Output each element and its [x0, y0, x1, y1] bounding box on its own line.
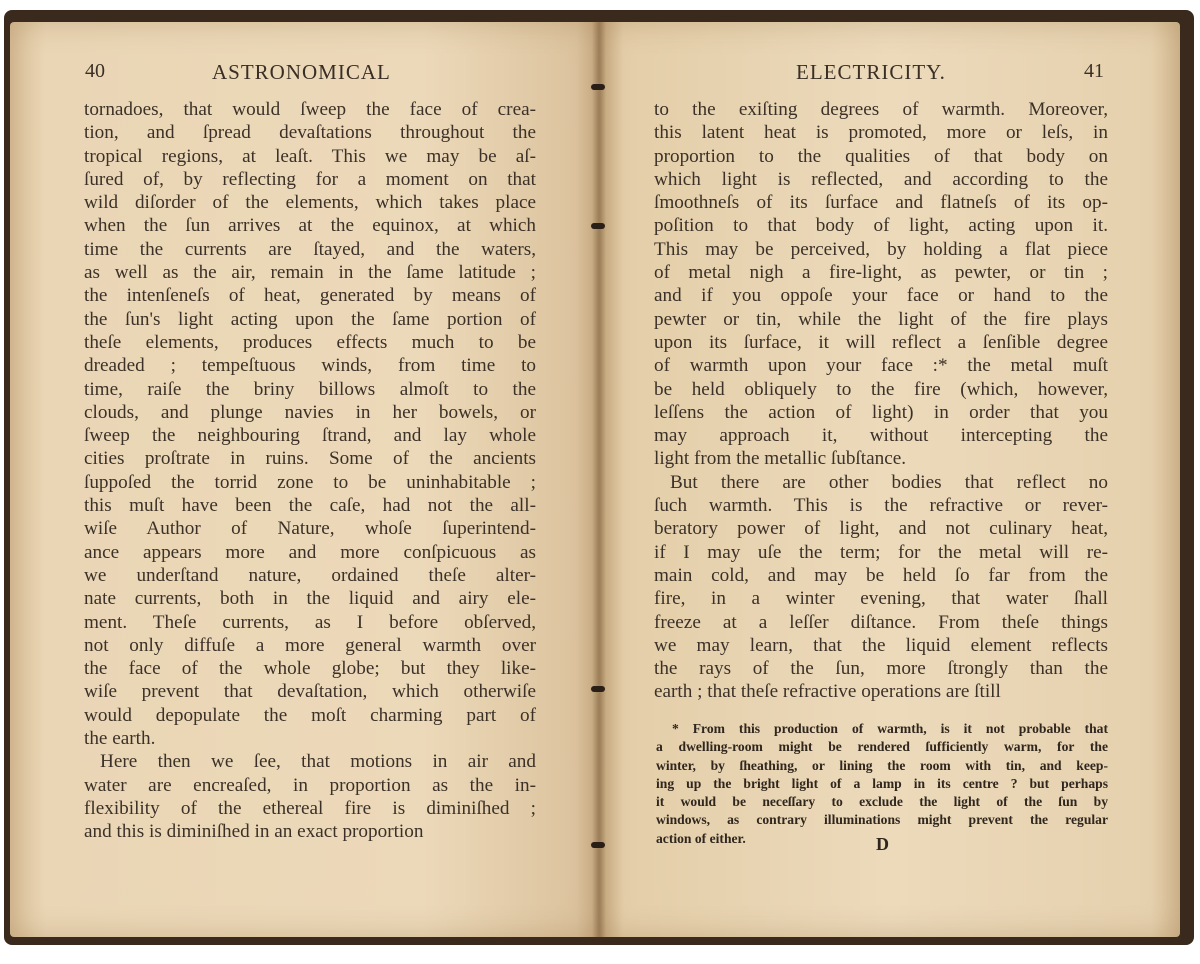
text-line: water are encreaſed, in proportion as the in- — [84, 774, 536, 796]
text-line: poſition to that body of light, acting upon it. — [654, 215, 1108, 237]
footnote-line: * From this production of warmth, is it not probable that — [672, 721, 1108, 736]
text-line: flexibility of the ethereal fire is diminiſhed ; — [84, 797, 536, 819]
text-line: which light is reflected, and according to the — [654, 168, 1108, 190]
text-line: theſe elements, produces effects much to be — [84, 331, 536, 353]
signature-mark: D — [876, 834, 889, 854]
footnote-line: action of either. — [656, 830, 746, 846]
text-line: to the exiſting degrees of warmth. Moreover, — [654, 99, 1108, 120]
text-line: main cold, and may be held ſo far from the — [654, 564, 1108, 586]
text-line: dreaded ; tempeſtuous winds, from time to — [84, 355, 536, 377]
text-line: clouds, and plunge navies in her bowels, or — [84, 401, 536, 423]
text-line: this muſt have been the caſe, had not the all- — [84, 495, 536, 517]
text-line: wild diſorder of the elements, which takes place — [84, 192, 536, 214]
right-page-number: 41 — [1084, 60, 1104, 82]
text-line: wiſe prevent that devaſtation, which otherwiſe — [84, 681, 536, 703]
text-line: freeze at a leſſer diſtance. From theſe things — [654, 611, 1108, 633]
text-line: beratory power of light, and not culinary heat, — [654, 518, 1108, 540]
text-line: and this is diminiſhed in an exact proportion — [84, 821, 424, 843]
text-line: the rays of the ſun, more ſtrongly than the — [654, 658, 1108, 680]
text-line: wiſe Author of Nature, whoſe ſuperintend- — [84, 518, 536, 540]
text-line: may approach it, without intercepting the — [654, 425, 1108, 447]
text-line: time, raiſe the briny billows almoſt to the — [84, 378, 536, 400]
text-line: time the currents are ſtayed, and the waters, — [84, 238, 536, 260]
text-line: as well as the air, remain in the ſame latitude ; — [84, 262, 536, 284]
binding-stitch — [591, 223, 605, 229]
binding-stitch — [591, 84, 605, 90]
text-line: tropical regions, at leaſt. This we may be aſ- — [84, 145, 536, 167]
text-line: ment. Theſe currents, as I before obſerved, — [84, 611, 536, 633]
text-line: if I may uſe the term; for the metal will re- — [654, 541, 1108, 563]
text-line: would depopulate the moſt charming part of — [84, 704, 536, 726]
text-line: be held obliquely to the fire (which, however, — [654, 378, 1108, 400]
right-body-text — [654, 98, 1108, 704]
text-line: we underſtand nature, ordained theſe alter- — [84, 564, 536, 586]
left-page-number: 40 — [85, 60, 105, 82]
book-gutter — [592, 22, 606, 937]
text-line: nate currents, both in the liquid and airy ele- — [84, 588, 536, 610]
right-running-head: ELECTRICITY. — [796, 60, 946, 84]
left-body-text — [84, 98, 536, 844]
text-line: ſweep the neighbouring ſtrand, and lay whole — [84, 425, 536, 447]
text-line: the face of the whole globe; but they like- — [84, 658, 536, 680]
binding-stitch — [591, 686, 605, 692]
right-page — [600, 22, 1180, 937]
footnote-line: it would be neceſſary to exclude the light of the ſun by — [656, 794, 1108, 810]
text-line: this latent heat is promoted, more or leſs, in — [654, 122, 1108, 144]
text-line: ſmoothneſs of its ſurface and flatneſs of its op- — [654, 192, 1108, 214]
text-line: pewter or tin, while the light of the fire plays — [654, 308, 1108, 330]
text-line: of metal nigh a fire-light, as pewter, or tin ; — [654, 262, 1108, 284]
text-line: upon its ſurface, it will reflect a ſenſible degree — [654, 331, 1108, 353]
text-line: when the ſun arrives at the equinox, at which — [84, 215, 536, 237]
text-line: tornadoes, that would ſweep the face of crea- — [84, 99, 536, 120]
footnote-line: a dwelling-room might be rendered ſufficiently warm, for the — [656, 739, 1108, 755]
text-line: not only diffuſe a more general warmth over — [84, 634, 536, 656]
text-line: tion, and ſpread devaſtations throughout the — [84, 122, 536, 144]
footnote-line: winter, by ſheathing, or lining the room with tin, and keep- — [656, 757, 1108, 773]
left-running-head: ASTRONOMICAL — [212, 60, 391, 84]
text-line: ſuppoſed the torrid zone to be uninhabitable ; — [84, 471, 536, 493]
text-line: fire, in a winter evening, that water ſhall — [654, 588, 1108, 610]
text-line: proportion to the qualities of that body on — [654, 145, 1108, 167]
text-line: ſuch warmth. This is the refractive or rever- — [654, 495, 1108, 517]
text-line: earth ; that theſe refractive operations are ſtill — [654, 681, 1001, 703]
text-line: ſured of, by reflecting for a moment on that — [84, 168, 536, 190]
text-line: the earth. — [84, 728, 156, 750]
footnote — [656, 720, 1108, 848]
text-line: and if you oppoſe your face or hand to the — [654, 285, 1108, 307]
text-line: This may be perceived, by holding a flat piece — [654, 238, 1108, 260]
text-line: the ſun's light acting upon the ſame portion of — [84, 308, 536, 330]
footnote-line: windows, as contrary illuminations might prevent the regular — [656, 812, 1108, 828]
text-line: cities proſtrate in ruins. Some of the ancients — [84, 448, 536, 470]
text-line: of warmth upon your face :* the metal muſt — [654, 355, 1108, 377]
text-line: the intenſeneſs of heat, generated by means of — [84, 285, 536, 307]
text-line: Here then we ſee, that motions in air and — [100, 751, 536, 773]
text-line: But there are other bodies that reflect no — [670, 471, 1108, 493]
binding-stitch — [591, 842, 605, 848]
left-page — [10, 22, 600, 937]
footnote-line: ing up the bright light of a lamp in its centre ? but perhaps — [656, 775, 1108, 791]
text-line: we may learn, that the liquid element reflects — [654, 634, 1108, 656]
text-line: ance appears more and more conſpicuous as — [84, 541, 536, 563]
text-line: light from the metallic ſubſtance. — [654, 448, 907, 470]
text-line: leſſens the action of light) in order that you — [654, 401, 1108, 423]
